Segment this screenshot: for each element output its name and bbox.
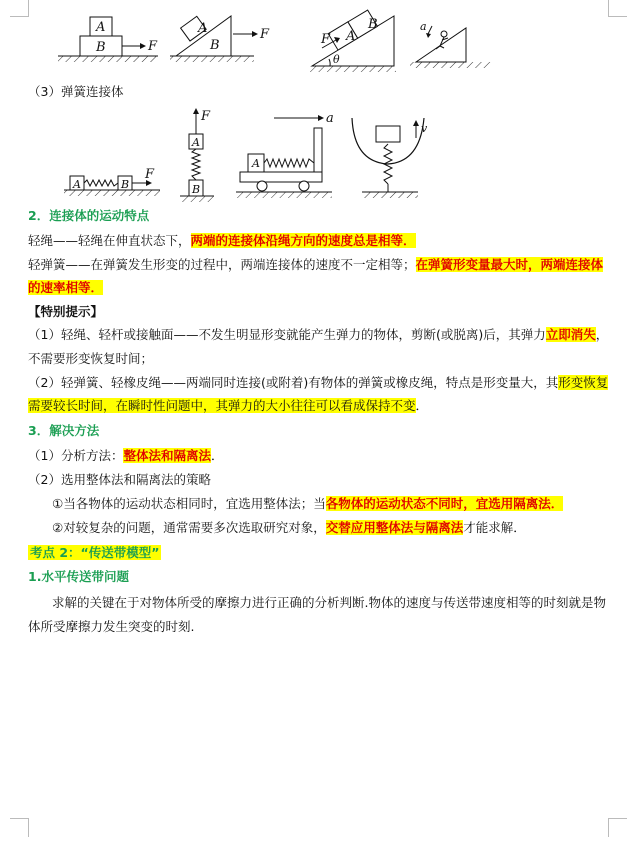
label-f: F	[148, 39, 158, 54]
diagram-incline-blocks	[170, 16, 270, 62]
method1-line	[28, 446, 224, 466]
method2a-line	[52, 494, 563, 514]
badge: 考点 2：“传送带模型”	[30, 545, 160, 560]
diagram-blocks-on-slope	[310, 10, 396, 72]
body-paragraph-line2: 体所受摩擦力发生突变的时刻.	[28, 619, 195, 634]
text: ，	[595, 327, 609, 342]
label-a: A	[198, 21, 208, 36]
method2b-line	[52, 518, 526, 538]
crop-mark-bottom-left	[10, 818, 29, 837]
label-f: F	[321, 32, 331, 47]
heading-spring-connectors: （3）弹簧连接体	[28, 84, 124, 99]
highlight: 在弹簧形变量最大时，两端连接体	[415, 257, 604, 272]
figure-row-springs	[0, 104, 637, 206]
label-b: B	[121, 178, 130, 191]
highlight: 的速率相等．	[28, 280, 104, 295]
label-a: A	[73, 178, 81, 191]
label-a: A	[96, 20, 106, 35]
label-a: A	[192, 136, 200, 149]
text: ①当各物体的运动状态相同时，宜选用整体法；当	[52, 496, 326, 511]
label-b: B	[210, 38, 220, 53]
special-tip-title: 【特别提示】	[28, 304, 104, 319]
text: （1）分析方法：	[28, 448, 124, 463]
section-title-motion-features: 2．连接体的运动特点	[28, 208, 150, 223]
label-a: a	[420, 20, 427, 33]
paragraph-light-rope	[28, 231, 416, 251]
text: 才能求解．	[463, 520, 526, 535]
label-theta: θ	[333, 53, 340, 66]
diagram-cart-spring	[236, 111, 334, 198]
label-f: F	[260, 27, 270, 42]
label-a: A	[252, 157, 260, 170]
label-b: B	[192, 183, 201, 196]
tip1-line2: 不需要形变恢复时间；	[28, 351, 154, 366]
highlight: 立即消失	[545, 327, 596, 342]
text: ．	[415, 398, 429, 413]
tip2-line2	[28, 396, 428, 416]
diagram-stacked-blocks	[58, 17, 158, 62]
highlight: 交替应用整体法与隔离法	[325, 520, 464, 535]
diagram-horizontal-spring	[64, 167, 160, 196]
crop-mark-bottom-right	[608, 818, 627, 837]
highlight: 形变恢复	[558, 375, 609, 390]
figure-row-blocks	[0, 0, 637, 80]
tip2-line1	[28, 373, 608, 393]
label-f: F	[145, 167, 155, 182]
method2-line: （2）选用整体法和隔离法的策略	[28, 472, 211, 487]
key-point-2-title	[28, 543, 161, 563]
highlight: 需要较长时间，在瞬时性问题中，其弹力的大小往往可以看成保持不变	[28, 398, 416, 413]
label-a: a	[326, 111, 334, 126]
text: （1）轻绳、轻杆或接触面——不发生明显形变就能产生弹力的物体，剪断(或脱离)后，其弹力	[28, 327, 546, 342]
text: 轻绳——轻绳在伸直状态下，	[28, 233, 191, 248]
diagram-vertical-spring	[180, 108, 214, 202]
highlight: 两端的连接体沿绳方向的速度总是相等．	[190, 233, 416, 248]
label-b: B	[368, 17, 378, 32]
text: ．	[210, 448, 224, 463]
text: ②对较复杂的问题，通常需要多次选取研究对象，	[52, 520, 326, 535]
diagram-person-on-slope	[410, 20, 492, 68]
label-v: v	[421, 122, 428, 135]
label-b: B	[96, 40, 106, 55]
text: （2）轻弹簧、轻橡皮绳——两端同时连接(或附着)有物体的弹簧或橡皮绳，特点是形变量大，其	[28, 375, 559, 390]
highlight: 整体法和隔离法	[123, 448, 211, 463]
paragraph-light-spring-line1	[28, 255, 603, 275]
tip1-line1	[28, 325, 608, 345]
subsection-horizontal-conveyor: 1.水平传送带问题	[28, 569, 129, 584]
paragraph-light-spring-line2	[28, 278, 103, 298]
highlight: 各物体的运动状态不同时，宜选用隔离法．	[325, 496, 564, 511]
section-title-solution-methods: 3．解决方法	[28, 423, 100, 438]
body-paragraph-line1: 求解的关键在于对物体所受的摩擦力进行正确的分析判断.物体的速度与传送带速度相等的时刻就是物	[52, 595, 606, 610]
diagram-bowl-spring	[352, 118, 428, 198]
label-f: F	[201, 109, 211, 124]
label-a: A	[346, 29, 356, 44]
text: 轻弹簧——在弹簧发生形变的过程中，两端连接体的速度不一定相等；	[28, 257, 416, 272]
